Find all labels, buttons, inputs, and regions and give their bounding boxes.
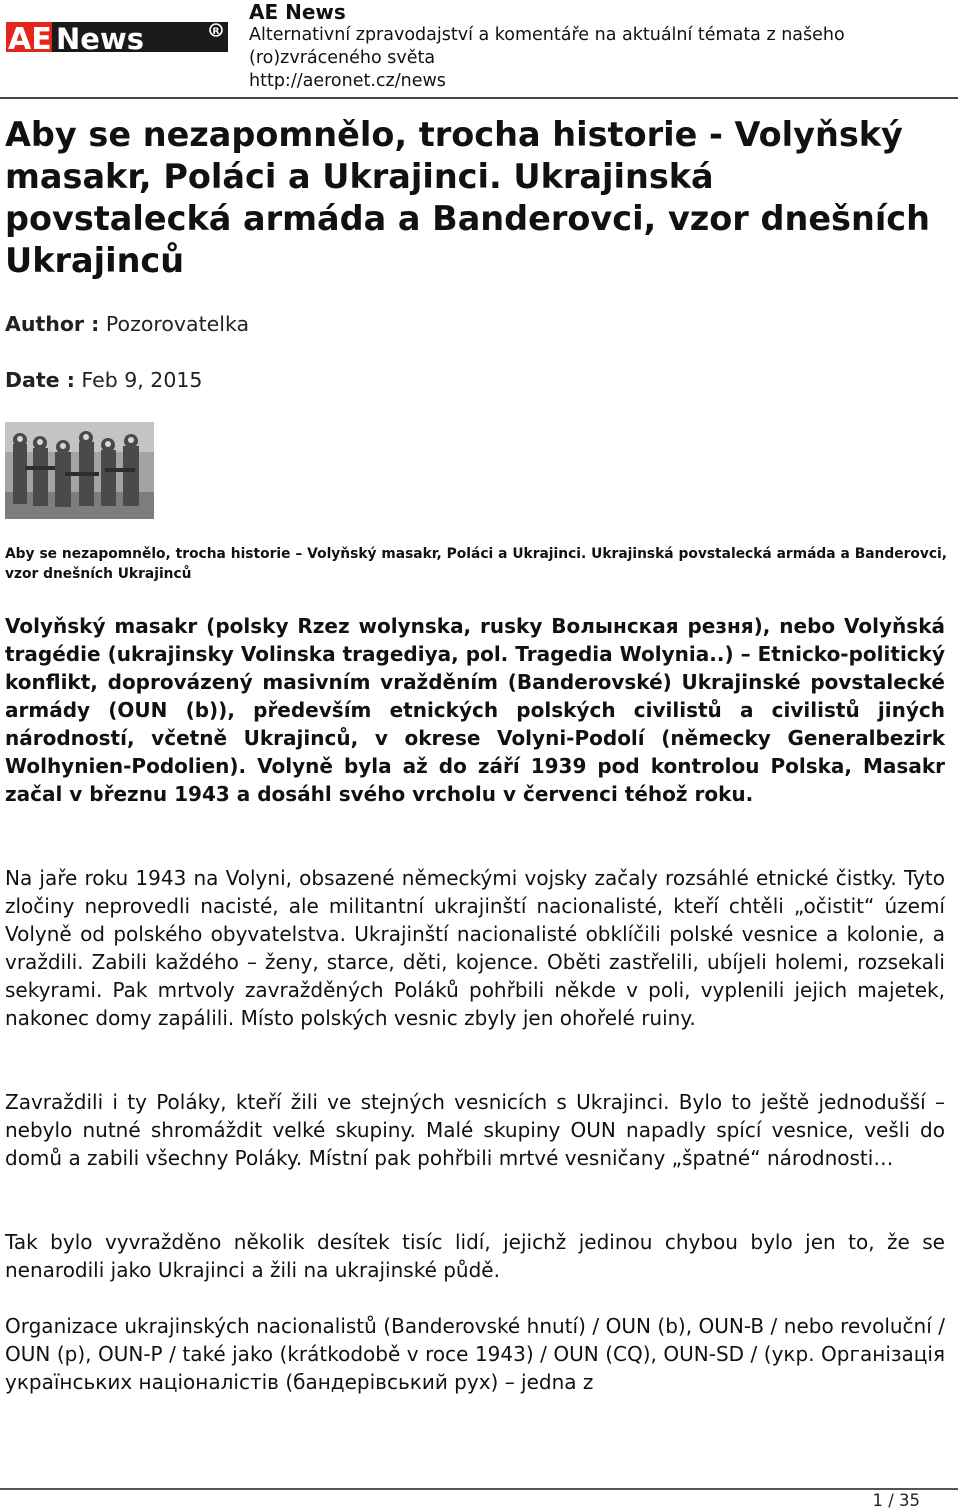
author-name: Pozorovatelka [105,312,250,336]
date-label: Date : [5,368,75,392]
svg-text:News: News [56,22,144,56]
site-tagline: Alternativní zpravodajství a komentáře na aktuální témata z našeho (ro)zvráceného světa [249,25,845,68]
soldiers-photo-image [5,422,154,519]
site-info [249,0,949,93]
article-author [5,311,249,337]
site-url[interactable]: http://aeronet.cz/news [249,71,446,91]
site-header [0,0,960,100]
article-paragraph-4: Tak bylo vyvražděno několik desítek tisíc lidí, jejichž jedinou chybou bylo jen to, že se nenarodili jako Ukrajinci a žili na ukrajinské půdě. [5,1230,945,1282]
header-divider [0,97,958,99]
photo-caption: Aby se nezapomnělo, trocha historie – Volyňský masakr, Poláci a Ukrajinci. Ukrajinská povstalecká armáda a Banderovci, vzor dnešních Ukrajinců [5,546,947,582]
author-label: Author : [5,312,100,336]
article-paragraph-5: Organizace ukrajinských nacionalistů (Banderovské hnutí) / OUN (b), OUN-B / nebo revoluční / OUN (p), OUN-P / také jako (krátkodobě v roce 1943) / OUN (CQ), OUN-SD / (укр. Організація українських націоналістів (бандерівський рух) – jedna z [5,1314,945,1394]
article-date [5,367,202,393]
article-paragraph-1: Volyňský masakr (polsky Rzez wolynska, rusky Волынская резня), nebo Volyňská tragédie (ukrajinsky Volinska tragediya, pol. Tragedia Wolynia..) – Etnicko-politický konflikt, doprovázený masivním vražděním (Banderovské) Ukrajinské povstalecké armády (OUN (b)), především etnických polských civilistů a civilistů jiných národností, včetně Ukrajinců, v okrese Volyni-Podolí (německy Generalbezirk Wolhynien-Podolien). Volyně byla až do září 1939 pod kontrolou Polska, Masakr začal v březnu 1943 a dosáhl svého vrcholu v červenci téhož roku. [5,614,945,806]
article-paragraph-3: Zavraždili i ty Poláky, kteří žili ve stejných vesnicích s Ukrajinci. Bylo to ještě jednodušší – nebylo nutné shromáždit velké skupiny. Malé skupiny OUN napadly spící vesnice, vešli do domů a zabili všechny Poláky. Místní pak pohřbili mrtvé vesničany „špatné“ národnosti… [5,1090,945,1170]
svg-text:AE: AE [8,22,52,56]
footer-divider [0,1488,958,1490]
svg-text:R: R [212,27,220,37]
date-value: Feb 9, 2015 [81,368,203,392]
article-paragraph-2: Na jaře roku 1943 na Volyni, obsazené německými vojsky začaly rozsáhlé etnické čistky. Tyto zločiny neprovedli nacisté, ale militantní ukrajinští nacionalisté, kteří chtěli „očistit“ území Volyně od polského obyvatelstva. Ukrajinští nacionalisté obklíčili polské vesnice a kolonie, a vraždili. Zabili každého – ženy, starce, děti, kojence. Oběti zastřelili, ubíjeli holemi, rozsekali sekyrami. Pak mrtvoly zavražděných Poláků pohřbili někde v poli, vyplenili jejich majetek, nakonec domy zapálili. Místo polských vesnic zbyly jen ohořelé ruiny. [5,866,945,1030]
article-photo [5,422,154,519]
aenews-logo[interactable] [6,16,228,56]
article-title: Aby se nezapomnělo, trocha historie - Volyňský masakr, Poláci a Ukrajinci. Ukrajinská povstalecká armáda a Banderovci, vzor dnešních Ukrajinců [5,115,931,280]
page-number: 1 / 35 [872,1491,920,1510]
site-title[interactable]: AE News [249,0,346,24]
